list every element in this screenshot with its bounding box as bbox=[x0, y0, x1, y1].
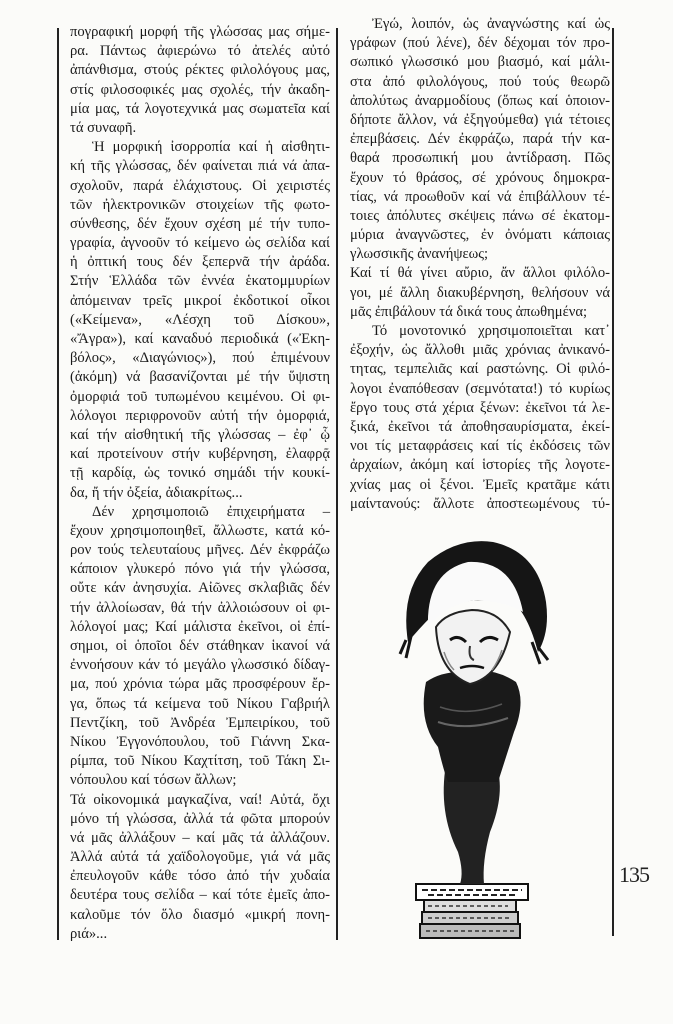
text-line: ἐπευλογοῦν κάθε τόσο ἀπό τήν χυδαία bbox=[70, 868, 330, 885]
text-line: Πεντζίκη, τοῦ Ἀνδρέα Ἐμπειρίκου, τοῦ bbox=[70, 714, 330, 731]
caricature-illustration bbox=[398, 532, 553, 944]
text-line: Τό μονοτονικό χρησιμοποιεῖται κατ᾽ bbox=[372, 323, 610, 339]
text-line: σύνθεσης, δέν ἔχουν σχέση μέ τήν τυπο- bbox=[70, 215, 330, 232]
text-line: γα, ὅπως τά κείμενα τοῦ Νίκου Γαβριήλ bbox=[70, 695, 330, 712]
text-line: σημοι, οἱ ὁποῖοι δέν στάθηκαν ἱκανοί νά bbox=[70, 638, 330, 654]
text-line: νά μᾶς ἀλλάξουν – καί μᾶς τά ἀλλάζουν. bbox=[70, 829, 330, 846]
text-line: ρα. Πάντως ἀφιερώνω τό ἀτελές αὐτό bbox=[70, 43, 330, 60]
text-line: Ἐγώ, λοιπόν, ὡς ἀναγνώστης καί ὡς bbox=[372, 16, 610, 32]
text-line: δευτέρα τους σελίδα – καί τότε ἐμεῖς ἀπο- bbox=[70, 887, 330, 904]
column-divider-rule bbox=[336, 28, 338, 940]
text-line: «Ἄγρα»), καί καναδυό περιοδικά («Ἐκη- bbox=[70, 331, 330, 347]
left-text-column bbox=[70, 23, 330, 944]
text-line: τήν ἀλλοίωσαν, θά τήν ἀλλοιώσουν οἱ φι- bbox=[70, 599, 330, 616]
right-text-column bbox=[350, 15, 610, 514]
text-line: ἐξοχήν, ὡς ἄλλοθι μιᾶς χρόνιας ἀνικανό- bbox=[350, 342, 610, 359]
text-line: ἀπάνθισμα, στούς ρέκτες φιλολόγους μας, bbox=[70, 62, 330, 79]
text-line: χνίας μας οἱ ξένοι. Ἐμεῖς κρατᾶμε κάτι bbox=[350, 476, 610, 493]
text-line: Τά οἰκονομικά μαγκαζίνα, ναί! Αὐτά, ὄχι bbox=[70, 791, 330, 808]
text-line: σχολοῦν, παρά ἐλάχιστους. Οἱ χειριστές bbox=[70, 177, 330, 194]
text-line: ξικά, ἐκεῖνοι τά ἀποθησαυρίσματα, ἐκεί- bbox=[350, 418, 610, 435]
text-line: τῇ καρδίᾳ, ὡς τονικό σημάδι τήν κουκί- bbox=[70, 465, 330, 482]
text-line: μαίντανούς: ἄλλοτε ἀποστεωμένους τύ- bbox=[350, 495, 610, 512]
text-line: κάποιον γλυκερό πόνο γιά τήν γλώσσα, bbox=[70, 561, 330, 578]
text-line: δήποτε ἄλλον, νά ἐξηγούμεθα) γιά τέτοιες bbox=[350, 111, 610, 128]
text-line: τητας, τεμπελιᾶς καί ραστώνης. Οἱ φιλό- bbox=[350, 361, 610, 378]
text-line: Νίκου Ἐγγονόπουλου, τοῦ Γιάννη Σκα- bbox=[70, 733, 330, 750]
text-line: καλοῦμε τόν ὅλο διασμό «μικρή πονη- bbox=[70, 906, 330, 923]
text-line: ἔργο τους στά χέρια ξένων: ἐκεῖνοι τά λε- bbox=[350, 399, 610, 416]
text-line: τῶν ἠλεκτρονικῶν στοιχείων τῆς φωτο- bbox=[70, 196, 330, 213]
text-line: λογοι ἐναπόθεσαν (σεμνότατα!) τό κυρίως bbox=[350, 380, 610, 397]
text-line: σωπικό γλωσσικό μου βιασμό, καί μάλι- bbox=[350, 54, 610, 71]
right-margin-rule bbox=[612, 28, 614, 936]
text-line: νόπουλου καί τόσων ἄλλων; bbox=[70, 772, 237, 789]
text-line: ρίμπα, τοῦ Νίκου Καχτίτση, τοῦ Τάκη Σι- bbox=[70, 753, 330, 770]
page-number: 135 bbox=[619, 862, 649, 887]
text-line: τοιες ἀπόλυτες σκέψεις πάνω σέ ἑκατομ- bbox=[350, 207, 610, 224]
left-margin-rule bbox=[57, 28, 59, 940]
text-line: (ἀκόμη) νά βασανίζονται μέ τήν ὕψιστη bbox=[70, 369, 330, 386]
text-line: κή τῆς γλώσσας, δέν φαίνεται πιά νά ἀπα- bbox=[70, 158, 330, 175]
text-line: ἡ ὀπτική τους δέν ξεπερνᾶ τήν ἀράδα. bbox=[70, 254, 330, 271]
text-line: γραφία, ἀγνοοῦν τό κείμενο ὡς σελίδα καί bbox=[70, 235, 330, 252]
text-line: γοι, μέ ἄλλη διακυβέρνηση, θελήσουν νά bbox=[350, 284, 610, 301]
text-line: γλωσσικῆς ἀνανήψεως; bbox=[350, 246, 489, 263]
text-line: μα, πού χρόνια τώρα μᾶς προσφέρουν ἔρ- bbox=[70, 676, 330, 693]
text-line: ἀπολύτως ἀναρμοδίους (ὅπως καί ὁποιον- bbox=[350, 92, 610, 109]
text-line: δα, ἤ τήν ὀξεία, ἀδιακρίτως... bbox=[70, 484, 243, 501]
text-line: τίας, νά προωθοῦν καί νά ἐπιβάλλουν τέ- bbox=[350, 188, 610, 205]
text-line: Ἀλλά αὐτά τά χαϊδολογοῦμε, γιά νά μᾶς bbox=[70, 849, 330, 866]
text-line: καί προτείνουν στήν κυβέρνηση, ἐλαφρᾷ bbox=[70, 446, 330, 463]
text-line: ριά»... bbox=[70, 925, 108, 942]
text-line: Καί τί θά γίνει αὔριο, ἄν ἄλλοι φιλόλο- bbox=[350, 265, 610, 282]
text-line: ἐννοήσουν κάν τό μεγάλο γλωσσικό δίδαγ- bbox=[70, 657, 330, 674]
text-line: ἀπόμειναν τρεῖς μικροί ἐκδοτικοί οἶκοι bbox=[70, 292, 330, 309]
text-line: ἐπεμβάσεις. Δέν ἐκφράζω, παρά τήν κα- bbox=[350, 131, 610, 148]
text-line: Δέν χρησιμοποιῶ ἐπιχειρήματα – bbox=[92, 503, 330, 520]
text-line: («Κείμενα», «Λέσχη τοῦ Δίσκου», bbox=[70, 311, 330, 328]
text-line: πογραφική μορφή τῆς γλώσσας μας σήμε- bbox=[70, 24, 330, 40]
text-line: Ἡ μορφική ἰσορροπία καί ἡ αἰσθητι- bbox=[92, 139, 330, 156]
text-line: γράφων (πού λένε), δέν δέχομαι τόν προ- bbox=[350, 35, 610, 52]
text-line: οὔτε κάν ἀνησυχία. Αἰῶνες σκλαβιᾶς δέν bbox=[70, 580, 330, 597]
text-line: λόλογοί μας; Καί μάλιστα ἐκεῖνοι, οἱ ἐπί- bbox=[70, 618, 330, 635]
text-line: θαρά προσωπική μου ἀντίδραση. Πῶς bbox=[350, 150, 610, 167]
text-line: στίς φιλοσοφικές μας σχολές, τήν ἀκαδη- bbox=[70, 81, 330, 98]
text-line: νοι τίς μεταφράσεις καί τίς ἐκδόσεις τῶν bbox=[350, 438, 610, 455]
text-line: ὀμορφιά τοῦ τυπωμένου κειμένου. Οἱ φι- bbox=[70, 388, 330, 405]
text-line: μύρια ἀναγνῶστες, ἐν ὀνόματι κάποιας bbox=[350, 227, 610, 244]
text-line: ἀρχαίων, ἀκόμη καί ἱστορίες τῆς λογοτε- bbox=[350, 457, 610, 474]
text-line: ἔχουν χρησιμοποιηθεῖ, ἄλλωστε, κατά κό- bbox=[70, 522, 330, 539]
text-line: βόλος», «Διαγώνιος»), πού ἐπιμένουν bbox=[70, 350, 330, 367]
text-line: Στήν Ἑλλάδα τῶν ἐννέα ἑκατομμυρίων bbox=[70, 273, 330, 290]
text-line: καί τήν αἰσθητική τῆς γλώσσας – ἐφ᾽ ᾧ bbox=[70, 426, 330, 443]
text-line: μία μας, τά λογοτεχνικά μας σωματεῖα καί bbox=[70, 100, 330, 117]
text-line: ἔχουν τό θράσος, σέ χρόνους δημοκρα- bbox=[350, 169, 610, 186]
text-line: στα ἀπό φιλολόγους, πού τούς θεωρῶ bbox=[350, 73, 610, 90]
text-line: τά συναφῆ. bbox=[70, 119, 137, 136]
text-line: λόλογοι περιφρονοῦν αὐτή τήν ὀμορφιά, bbox=[70, 407, 330, 424]
book-stack bbox=[416, 884, 528, 938]
text-line: μόνο τή γλώσσα, ἀλλά τά φῶτα μπορούν bbox=[70, 810, 330, 827]
text-line: μᾶς ἐπιβάλουν τά δικά τους ἀπωθημένα; bbox=[350, 303, 588, 320]
text-line: ρον τούς τελευταίους μῆνες. Δέν ἐκφράζω bbox=[70, 542, 330, 559]
